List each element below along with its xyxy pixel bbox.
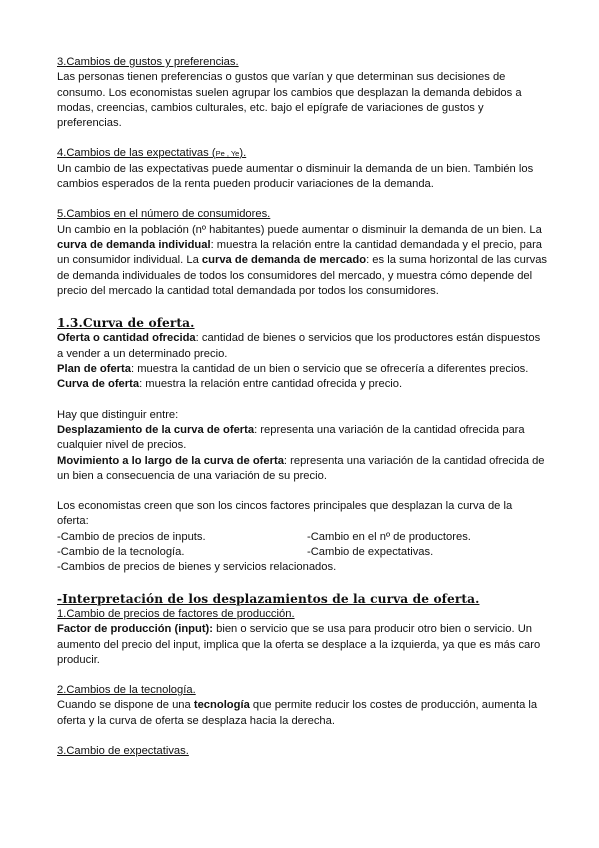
definition-supply-curve-text: : muestra la relación entre cantidad ofrecida y precio. (139, 378, 403, 391)
term-supply-quantity: Oferta o cantidad ofrecida (57, 332, 196, 345)
interp-title-technology: 2.Cambios de la tecnología. (57, 684, 196, 697)
factors-row-2 (57, 545, 547, 560)
consumers-text-a: Un cambio en la población (nº habitantes) puede aumentar o disminuir la demanda de un bien. La (57, 223, 542, 236)
definition-supply-plan-text: : muestra la cantidad de un bien o servicio que se ofrecería a diferentes precios. (130, 363, 529, 376)
distinguish-intro: Hay que distinguir entre: (57, 408, 179, 421)
factor-producers: -Cambio en el nº de productores. (307, 530, 471, 543)
interp-title-expectations: 3.Cambio de expectativas. (57, 744, 189, 757)
section-title-expectations-end: ). (239, 147, 247, 160)
document-page (57, 55, 547, 759)
definition-supply-plan (57, 362, 547, 377)
term-technology: tecnología (193, 699, 250, 712)
interp-technology-text-b: que permite reducir los costes de producción, aumenta la oferta y la curva de oferta se desplaza hacia la derecha. (57, 699, 538, 727)
section-body-tastes: Las personas tienen preferencias o gustos que varían y que determinan sus decisiones de consumo. Los economistas suelen agrupar los cambios que desplazan la demanda debidos a modas, creencias, cambios culturales, etc. bajo el epígrafe de variaciones de gustos y preferencias. (57, 71, 522, 130)
expectations-subscript: Pe , Ye (215, 149, 240, 159)
term-supply-curve: Curva de oferta (57, 378, 140, 391)
term-supply-plan: Plan de oferta (57, 363, 131, 376)
section-body-consumers (57, 223, 547, 299)
term-movement: Movimiento a lo largo de la curva de oferta (57, 454, 284, 467)
section-title-expectations (57, 146, 547, 161)
heading-interpretation: -Interpretación de los desplazamientos de la curva de oferta. (57, 591, 480, 606)
term-market-demand: curva de demanda de mercado (201, 254, 367, 267)
distinguish-shift-text: : representa una variación de la cantidad ofrecida para cualquier nivel de precios. (57, 423, 525, 452)
interp-body-input-prices (57, 622, 547, 668)
section-title-tastes: 3.Cambios de gustos y preferencias. (57, 56, 239, 68)
distinguish-movement-text: : representa una variación de la cantidad ofrecida de un bien a consecuencia de una variación de su precio. (57, 454, 545, 482)
definition-supply-quantity (57, 331, 547, 362)
consumers-text-c: : es la suma horizontal de las curvas de demanda individuales de todos los consumidores del mercado, y muestra cómo depende del precio del mercado la cantidad total demandada por todos los consumidores. (57, 254, 548, 297)
interp-body-input-prices-text: bien o servicio que se usa para producir otro bien o servicio. Un aumento del precio del input, implica que la oferta se desplace a la izquierda, ya que es más caro producir. (57, 623, 541, 666)
factor-related-goods: -Cambios de precios de bienes y servicios relacionados. (57, 561, 337, 574)
factors-row-1 (57, 530, 547, 545)
term-shift: Desplazamiento de la curva de oferta (57, 423, 255, 436)
interp-title-input-prices: 1.Cambio de precios de factores de producción. (57, 607, 295, 620)
interp-body-technology (57, 698, 547, 729)
consumers-text-b: : muestra la relación entre la cantidad demandada y el precio, para un consumidor individual. La (57, 238, 543, 267)
factor-input-prices: -Cambio de precios de inputs. (57, 530, 206, 543)
distinguish-shift (57, 423, 547, 454)
distinguish-movement (57, 454, 547, 485)
section-title-consumers: 5.Cambios en el número de consumidores. (57, 208, 271, 221)
factors-intro: Los economistas creen que son los cincos factores principales que desplazan la curva de la oferta: (57, 500, 513, 528)
factor-technology: -Cambio de la tecnología. (57, 546, 185, 559)
heading-supply-curve: 1.3.Curva de oferta. (57, 316, 195, 331)
definition-supply-curve (57, 377, 547, 392)
interp-technology-text-a: Cuando se dispone de una (57, 699, 194, 712)
section-body-expectations: Un cambio de las expectativas puede aumentar o disminuir la demanda de un bien. También los cambios esperados de la renta pueden producir variaciones de la demanda. (57, 162, 534, 191)
definition-supply-quantity-text: : cantidad de bienes o servicios que los productores están dispuestos a vender a un determinado precio. (57, 332, 541, 360)
term-production-factor: Factor de producción (input): (57, 623, 213, 636)
section-title-expectations-text: 4.Cambios de las expectativas ( (57, 147, 216, 160)
term-individual-demand: curva de demanda individual (57, 238, 211, 251)
factor-expectations: -Cambio de expectativas. (307, 546, 434, 559)
